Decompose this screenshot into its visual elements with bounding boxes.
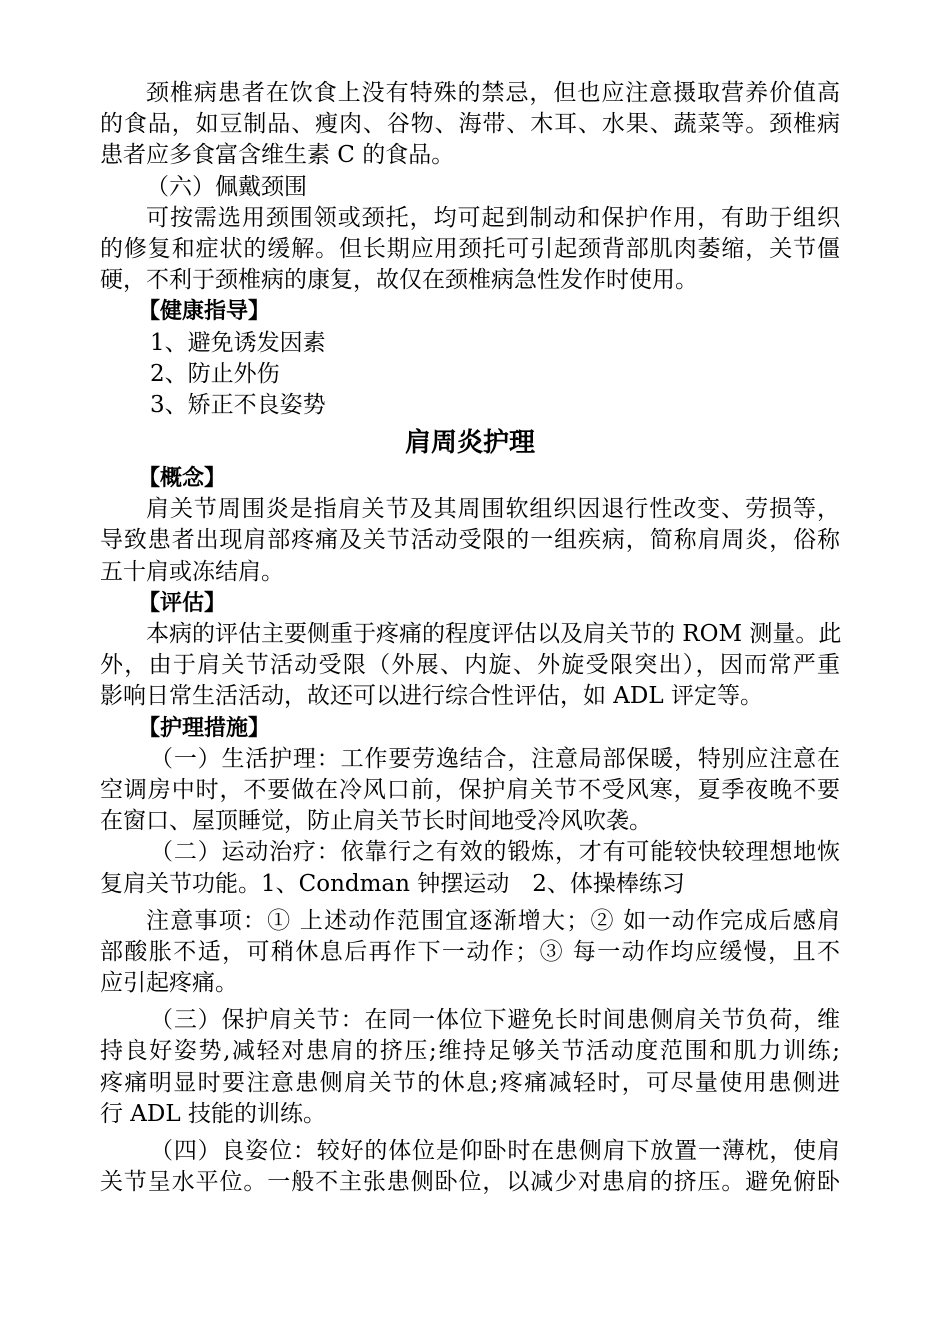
care-life-line-2: 空调房中时，不要做在冷风口前，保护肩关节不受风寒，夏季夜晚不要 (100, 776, 840, 803)
diet-line-1: 颈椎病患者在饮食上没有特殊的禁忌，但也应注意摄取营养价值高 (146, 80, 840, 106)
care-protect-line-3: 疼痛明显时要注意患侧肩关节的休息;疼痛减轻时，可尽量使用患侧进 (100, 1069, 840, 1096)
health-guide-section (100, 296, 840, 421)
section-title: 肩周炎护理 (404, 428, 535, 459)
collar-line-1: 可按需选用颈围领或颈托，均可起到制动和保护作用，有助于组织 (146, 204, 840, 231)
care-protect-line-2: 持良好姿势,减轻对患肩的挤压;维持足够关节活动度范围和肌力训练; (100, 1038, 840, 1065)
care-protect-line-1: （三）保护肩关节：在同一体位下避免长时间患侧肩关节负荷，维 (150, 1007, 840, 1034)
care-life-paragraph (100, 744, 840, 838)
assessment-line-1: 本病的评估主要侧重于疼痛的程度评估以及肩关节的 ROM 测量。此 (146, 621, 842, 647)
care-posture-paragraph (100, 1136, 840, 1198)
care-posture-line-1: （四）良姿位：较好的体位是仰卧时在患侧肩下放置一薄枕，使肩 (150, 1138, 840, 1164)
care-section (100, 713, 840, 1199)
care-life-line-1: （一）生活护理：工作要劳逸结合，注意局部保暖，特别应注意在 (150, 745, 840, 772)
care-notes-line-1: 注意事项：① 上述动作范围宜逐渐增大；② 如一动作完成后感肩 (146, 907, 840, 934)
concept-heading: 【概念】 (138, 466, 227, 492)
health-guide-heading: 【健康指导】 (138, 299, 271, 325)
collar-section (100, 172, 840, 297)
concept-line-3: 五十肩或冻结肩。 (100, 558, 284, 585)
diet-paragraph (100, 78, 840, 172)
care-exercise-paragraph (100, 837, 840, 899)
document-page (100, 78, 840, 1198)
concept-line-1: 肩关节周围炎是指肩关节及其周围软组织因退行性改变、劳损等， (146, 496, 840, 523)
health-guide-item-2: 2、防止外伤 (150, 360, 280, 387)
care-notes-line-3: 应引起疼痛。 (100, 970, 238, 997)
health-guide-item-3: 3、矫正不良姿势 (150, 391, 326, 418)
assessment-section (100, 588, 840, 713)
health-guide-item-1: 1、避免诱发因素 (150, 329, 326, 356)
care-protect-paragraph (100, 1005, 840, 1130)
collar-heading: （六）佩戴颈围 (146, 173, 307, 200)
care-exercise-line-1: （二）运动治疗：依靠行之有效的锻炼，才有可能较快较理想地恢 (150, 839, 840, 866)
concept-section (100, 463, 840, 588)
collar-line-3: 硬，不利于颈椎病的康复，故仅在颈椎病急性发作时使用。 (100, 267, 698, 294)
care-life-line-3: 在窗口、屋顶睡觉，防止肩关节长时间地受冷风吹袭。 (100, 808, 652, 835)
care-notes-line-2: 部酸胀不适，可稍休息后再作下一动作；③ 每一动作均应缓慢，且不 (100, 938, 840, 965)
care-notes-paragraph (100, 906, 840, 1000)
assessment-heading: 【评估】 (138, 590, 227, 616)
care-heading: 【护理措施】 (138, 715, 271, 741)
collar-line-2: 的修复和症状的缓解。但长期应用颈托可引起颈背部肌肉萎缩，关节僵 (100, 235, 840, 262)
assessment-line-3: 影响日常生活活动，故还可以进行综合性评估，如 ADL 评定等。 (100, 683, 763, 710)
care-protect-line-4: 行 ADL 技能的训练。 (100, 1100, 326, 1127)
care-exercise-line-2: 复肩关节功能。1、Condman 钟摆运动 2、体操棒练习 (100, 870, 685, 897)
diet-line-2: 的食品，如豆制品、瘦肉、谷物、海带、木耳、水果、蔬菜等。颈椎病 (100, 111, 840, 138)
care-posture-line-2: 关节呈水平位。一般不主张患侧卧位，以减少对患肩的挤压。避免俯卧 (100, 1169, 840, 1196)
concept-line-2: 导致患者出现肩部疼痛及关节活动受限的一组疾病，简称肩周炎，俗称 (100, 527, 840, 554)
assessment-line-2: 外，由于肩关节活动受限（外展、内旋、外旋受限突出），因而常严重 (100, 652, 840, 679)
diet-line-3: 患者应多食富含维生素 C 的食品。 (100, 142, 455, 169)
